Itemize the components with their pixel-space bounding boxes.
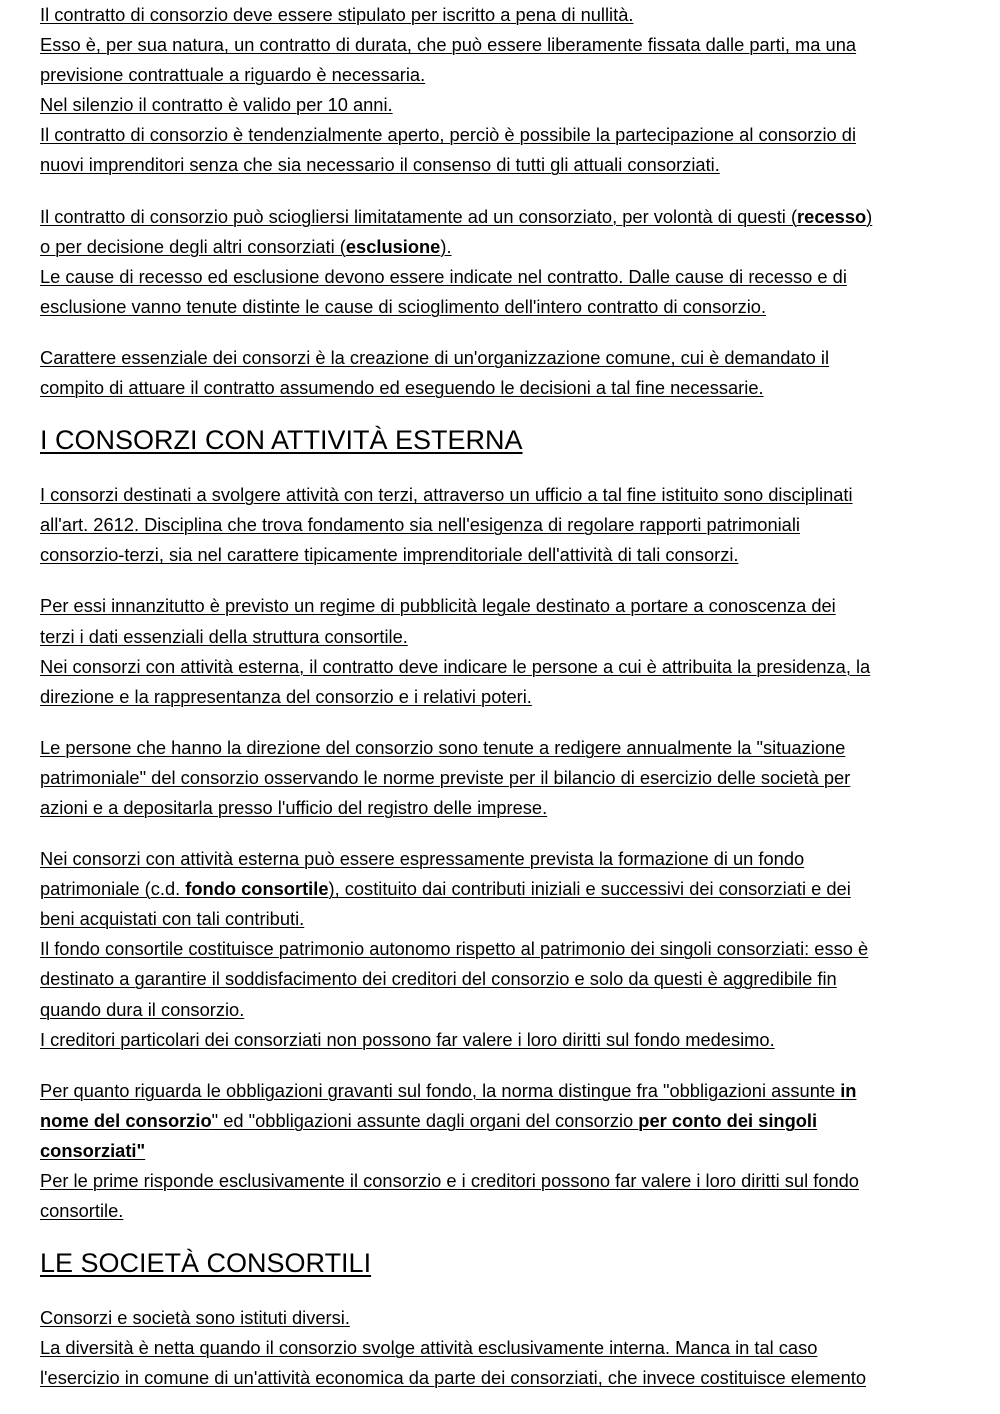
text-line: I creditori particolari dei consorziati non possono far valere i loro diritti sul fondo medesimo. [40,1028,775,1050]
text-run: ) [866,205,873,227]
text-run: patrimoniale (c.d. [40,878,186,900]
bold-term-recesso: recesso [797,205,867,227]
paragraph-external-activity [40,480,965,570]
text-run: o per decisione degli altri consorziati ( [40,235,346,257]
bold-term-fondo-consortile: fondo consortile [185,878,329,900]
text-line: La diversità è netta quando il consorzio svolge attività esclusivamente interna. Manca in tal caso [40,1337,818,1359]
text-line [40,1076,965,1106]
text-line: nuovi imprenditori senza che sia necessario il consenso di tutti gli attuali consorziati. [40,154,720,176]
text-line: destinato a garantire il soddisfacimento dei creditori del consorzio e solo da questi è aggredibile fin [40,968,837,990]
text-run: Per quanto riguarda le obbligazioni gravanti sul fondo, la norma distingue fra "obbligazioni assunte [40,1079,841,1101]
text-line: I consorzi destinati a svolgere attività con terzi, attraverso un ufficio a tal fine istituito sono disciplinati [40,484,853,506]
text-line: consorzio-terzi, sia nel carattere tipicamente imprenditoriale dell'attività di tali consorzi. [40,544,739,566]
text-run: " ed "obbligazioni assunte dagli organi del consorzio [211,1109,639,1131]
bold-term: per conto dei singoli [638,1109,818,1131]
text-line: beni acquistati con tali contributi. [40,908,305,930]
text-line: Il contratto di consorzio è tendenzialmente aperto, perciò è possibile la partecipazione al consorzio di [40,124,857,146]
text-line: consortile. [40,1200,124,1222]
section-heading-consortium-companies: LE SOCIETÀ CONSORTILI [40,1248,372,1279]
bold-term: consorziati [40,1139,137,1161]
bold-term-esclusione: esclusione [345,235,441,257]
text-line: Il fondo consortile costituisce patrimonio autonomo rispetto al patrimonio dei singoli consorziati: esso è [40,938,869,960]
text-line [40,232,965,262]
text-line: Le cause di recesso ed esclusione devono essere indicate nel contratto. Dalle cause di recesso e di [40,265,847,287]
paragraph-obligations [40,1076,965,1226]
paragraph-withdrawal-exclusion [40,202,965,322]
text-run: ). [440,235,452,257]
text-line: terzi i dati essenziali della struttura consortile. [40,625,408,647]
text-line [40,874,965,904]
text-line: Consorzi e società sono istituti diversi. [40,1307,350,1329]
text-run: ), costituito dai contributi iniziali e successivi dei consorziati e dei [328,878,851,900]
text-line: Nei consorzi con attività esterna può essere espressamente prevista la formazione di un fondo [40,848,805,870]
text-line: patrimoniale" del consorzio osservando le norme previste per il bilancio di esercizio delle società per [40,766,851,788]
text-line: Per le prime risponde esclusivamente il consorzio e i creditori possono far valere i loro diritti sul fondo [40,1170,859,1191]
bold-term: in [840,1079,857,1101]
text-line: Le persone che hanno la direzione del consorzio sono tenute a redigere annualmente la "situazione [40,736,846,758]
paragraph-consortia-vs-companies [40,1303,965,1393]
text-line: Nei consorzi con attività esterna, il contratto deve indicare le persone a cui è attribuita la presidenza, la [40,655,871,677]
text-line [40,1106,965,1136]
text-line: Nel silenzio il contratto è valido per 10 anni. [40,94,393,116]
paragraph-common-organization [40,343,965,403]
paragraph-contract-form [40,0,965,181]
paragraph-financial-statement [40,733,965,823]
text-line: azioni e a depositarla presso l'ufficio del registro delle imprese. [40,796,548,818]
section-heading-external-consortia: I CONSORZI CON ATTIVITÀ ESTERNA [40,425,523,456]
text-line: all'art. 2612. Disciplina che trova fondamento sia nell'esigenza di regolare rapporti patrimoniali [40,514,800,536]
text-line: esclusione vanno tenute distinte le cause di scioglimento dell'intero contratto di consorzio. [40,295,767,317]
bold-term: " [136,1139,146,1161]
text-line [40,202,965,232]
paragraph-legal-publicity [40,591,965,711]
text-line: Esso è, per sua natura, un contratto di durata, che può essere liberamente fissata dalle parti, ma una [40,34,857,56]
text-line: l'esercizio in comune di un'attività economica da parte dei consorziati, che invece costituisce elemento [40,1367,867,1389]
text-line: compito di attuare il contratto assumendo ed eseguendo le decisioni a tal fine necessarie. [40,377,764,399]
text-line: quando dura il consorzio. [40,998,245,1020]
text-line: Il contratto di consorzio deve essere stipulato per iscritto a pena di nullità. [40,4,634,25]
paragraph-consortium-fund [40,844,965,1055]
text-line [40,1136,965,1166]
text-line: previsione contrattuale a riguardo è necessaria. [40,64,426,86]
bold-term: nome del consorzio [40,1109,212,1131]
text-line: direzione e la rappresentanza del consorzio e i relativi poteri. [40,685,532,707]
text-line: Carattere essenziale dei consorzi è la creazione di un'organizzazione comune, cui è demandato il [40,346,830,368]
text-line: Per essi innanzitutto è previsto un regime di pubblicità legale destinato a portare a conoscenza dei [40,595,836,617]
document-page [40,0,965,1393]
text-run: Il contratto di consorzio può sciogliersi limitatamente ad un consorziato, per volontà di questi ( [40,205,798,227]
